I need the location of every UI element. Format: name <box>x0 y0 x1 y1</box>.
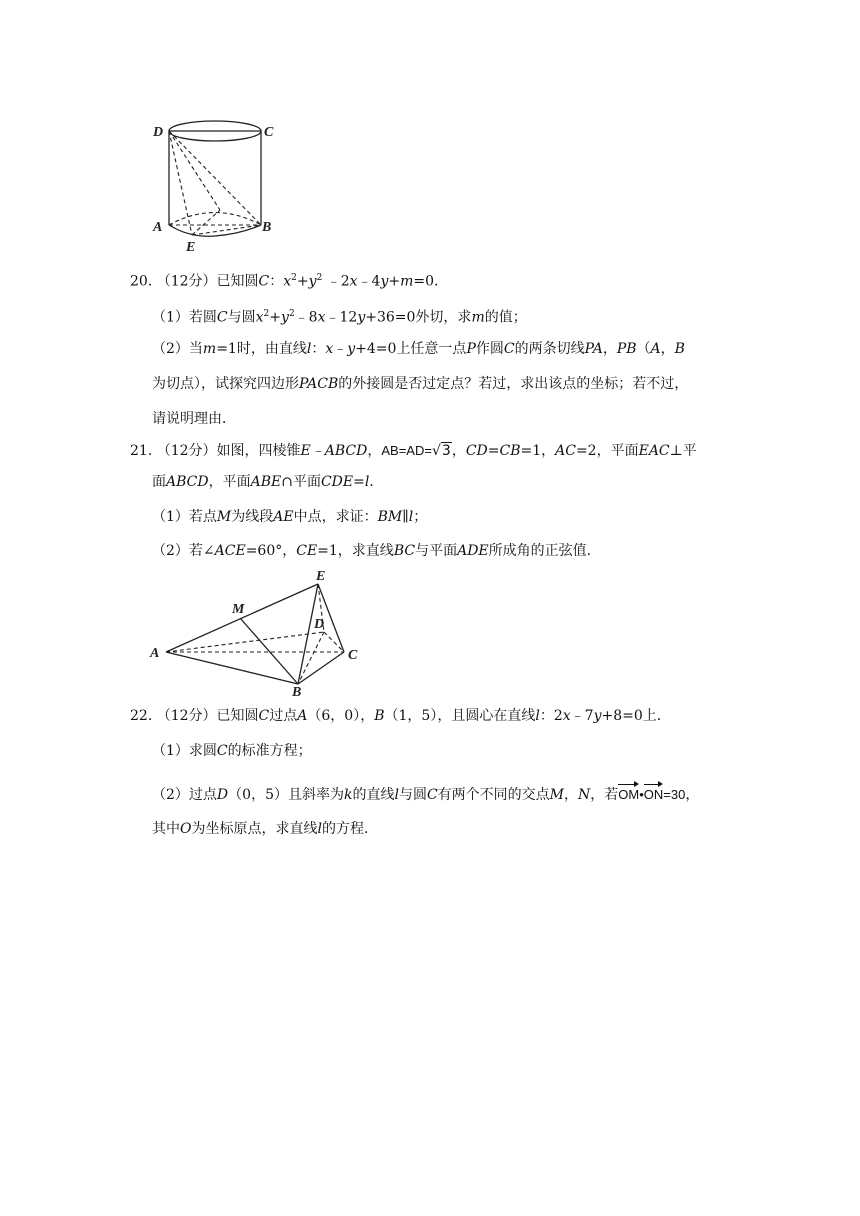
q22-part2: （2）过点D（0，5）且斜率为k的直线l与圆C有两个不同的交点M，N，若OM•ON=30， <box>152 783 699 805</box>
label-B: B <box>262 220 272 235</box>
q21-stem: 21. （12分）如图，四棱锥E﹣ABCD，AB=AD=√3，CD=CB=1，AC=2，平面EAC⊥平 <box>130 443 697 459</box>
q22-part1: （1）求圆C的标准方程； <box>152 743 312 759</box>
label-A: A <box>153 220 163 235</box>
label-E: E <box>316 569 326 584</box>
vector-ON: ON <box>644 783 664 805</box>
q21-stem-cont: 面ABCD，平面ABE∩平面CDE=l． <box>152 474 384 490</box>
label-C: C <box>348 648 358 663</box>
q20-part1: （1）若圆C与圆$x^2+y^2﹣8x﹣12y+36=0$外切，求m的值； <box>152 309 527 326</box>
q22-part2-cont: 其中O为坐标原点，求直线l的方程． <box>152 821 378 837</box>
label-E: E <box>186 240 196 255</box>
q22-stem: 22. （12分）已知圆C过点A（6，0），B（1，5），且圆心在直线l：2x﹣7y+8=0上． <box>130 708 671 724</box>
label-A: A <box>150 646 160 661</box>
pyramid-figure <box>148 568 378 700</box>
label-D: D <box>314 617 325 632</box>
q20-part2: （2）当m=1时，由直线l：x﹣y+4=0上任意一点P作圆C的两条切线PA，PB（A，B <box>152 341 685 357</box>
label-B: B <box>292 685 302 700</box>
label-M: M <box>232 602 245 617</box>
cylinder-figure <box>150 110 280 260</box>
q20-part2-cont: 为切点），试探究四边形PACB的外接圆是否过定点？若过，求出该点的坐标；若不过， <box>152 376 689 392</box>
label-D: D <box>153 125 164 140</box>
q21-part2: （2）若∠ACE=60°，CE=1，求直线BC与平面ADE所成角的正弦值． <box>152 543 601 559</box>
vector-OM: OM <box>618 783 639 805</box>
q21-part1: （1）若点M为线段AE中点，求证：BM∥l； <box>152 509 428 525</box>
label-C: C <box>264 125 274 140</box>
q20-stem: 20. （12分）已知圆C：$x^2+y^2$ ﹣2x﹣4y+m=0． <box>130 273 449 290</box>
q20-part2-end: 请说明理由． <box>152 411 236 427</box>
